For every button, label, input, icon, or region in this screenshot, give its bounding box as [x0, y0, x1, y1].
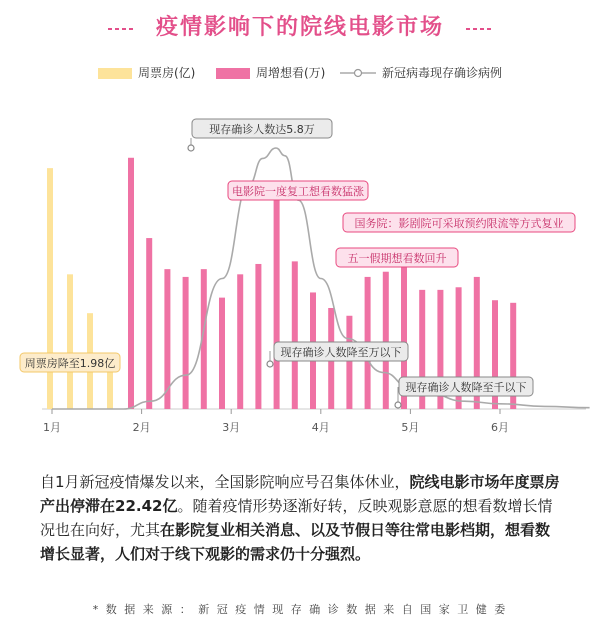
- want-see-bar: [183, 277, 189, 409]
- want-see-bar: [292, 261, 298, 409]
- want-see-bar: [146, 238, 152, 409]
- want-see-bar: [274, 197, 280, 409]
- x-tick-label: 6月: [491, 421, 509, 434]
- want-see-bar: [219, 298, 225, 409]
- legend-label-cases: 新冠病毒现存确诊病例: [382, 66, 503, 80]
- box-office-bar: [47, 168, 53, 409]
- annotation-point: [267, 361, 273, 367]
- annotation-label: 电影院一度复工想看数猛涨: [232, 185, 364, 198]
- summary-paragraph: [40, 470, 565, 566]
- want-see-bar: [237, 274, 243, 409]
- annotation-point: [395, 402, 401, 408]
- chart-title: 疫情影响下的院线电影市场: [155, 15, 444, 40]
- summary-text-1: 自1月新冠疫情爆发以来，全国影院响应号召集体休业，: [40, 473, 410, 491]
- x-tick-label: 1月: [43, 421, 61, 434]
- annotation-label: 现存确诊人数降至万以下: [280, 346, 402, 359]
- legend-label-want-see: 周增想看(万): [256, 66, 326, 80]
- x-tick-label: 2月: [132, 421, 151, 434]
- want-see-bar: [346, 316, 352, 409]
- box-office-bar: [67, 274, 73, 409]
- annotation-label: 现存确诊人数降至千以下: [405, 381, 527, 394]
- box-office-bar: [107, 370, 113, 409]
- want-see-bar: [383, 272, 389, 409]
- legend-label-box-office: 周票房(亿): [138, 66, 196, 80]
- want-see-bar: [255, 264, 261, 409]
- x-tick-label: 3月: [222, 421, 241, 434]
- summary-bold-1: 院线电影市场年度票房产出停滞在22.42亿: [40, 473, 560, 515]
- annotation-label: 五一假期想看数回升: [347, 252, 447, 265]
- summary-text-2: 。随着疫情形势逐渐好转，反映观影意愿的想看数增长情况也在向好，尤其: [40, 497, 553, 539]
- data-source-note: * 数 据 来 源 ： 新 冠 疫 情 现 存 确 诊 数 据 来 自 国 家 卫 健 委: [92, 603, 508, 616]
- want-see-bar: [128, 158, 134, 409]
- annotation-label: 现存确诊人数达5.8万: [209, 123, 315, 136]
- x-tick-label: 5月: [401, 421, 420, 434]
- x-tick-label: 4月: [311, 421, 330, 434]
- annotation-label: 周票房降至1.98亿: [24, 357, 116, 370]
- annotation-label: 国务院：影剧院可采取预约限流等方式复业: [354, 217, 564, 230]
- annotation-point: [188, 145, 194, 151]
- summary-bold-2: 在影院复业相关消息、以及节假日等往常电影档期，想看数增长显著，人们对于线下观影的需求仍十分强烈。: [40, 521, 551, 563]
